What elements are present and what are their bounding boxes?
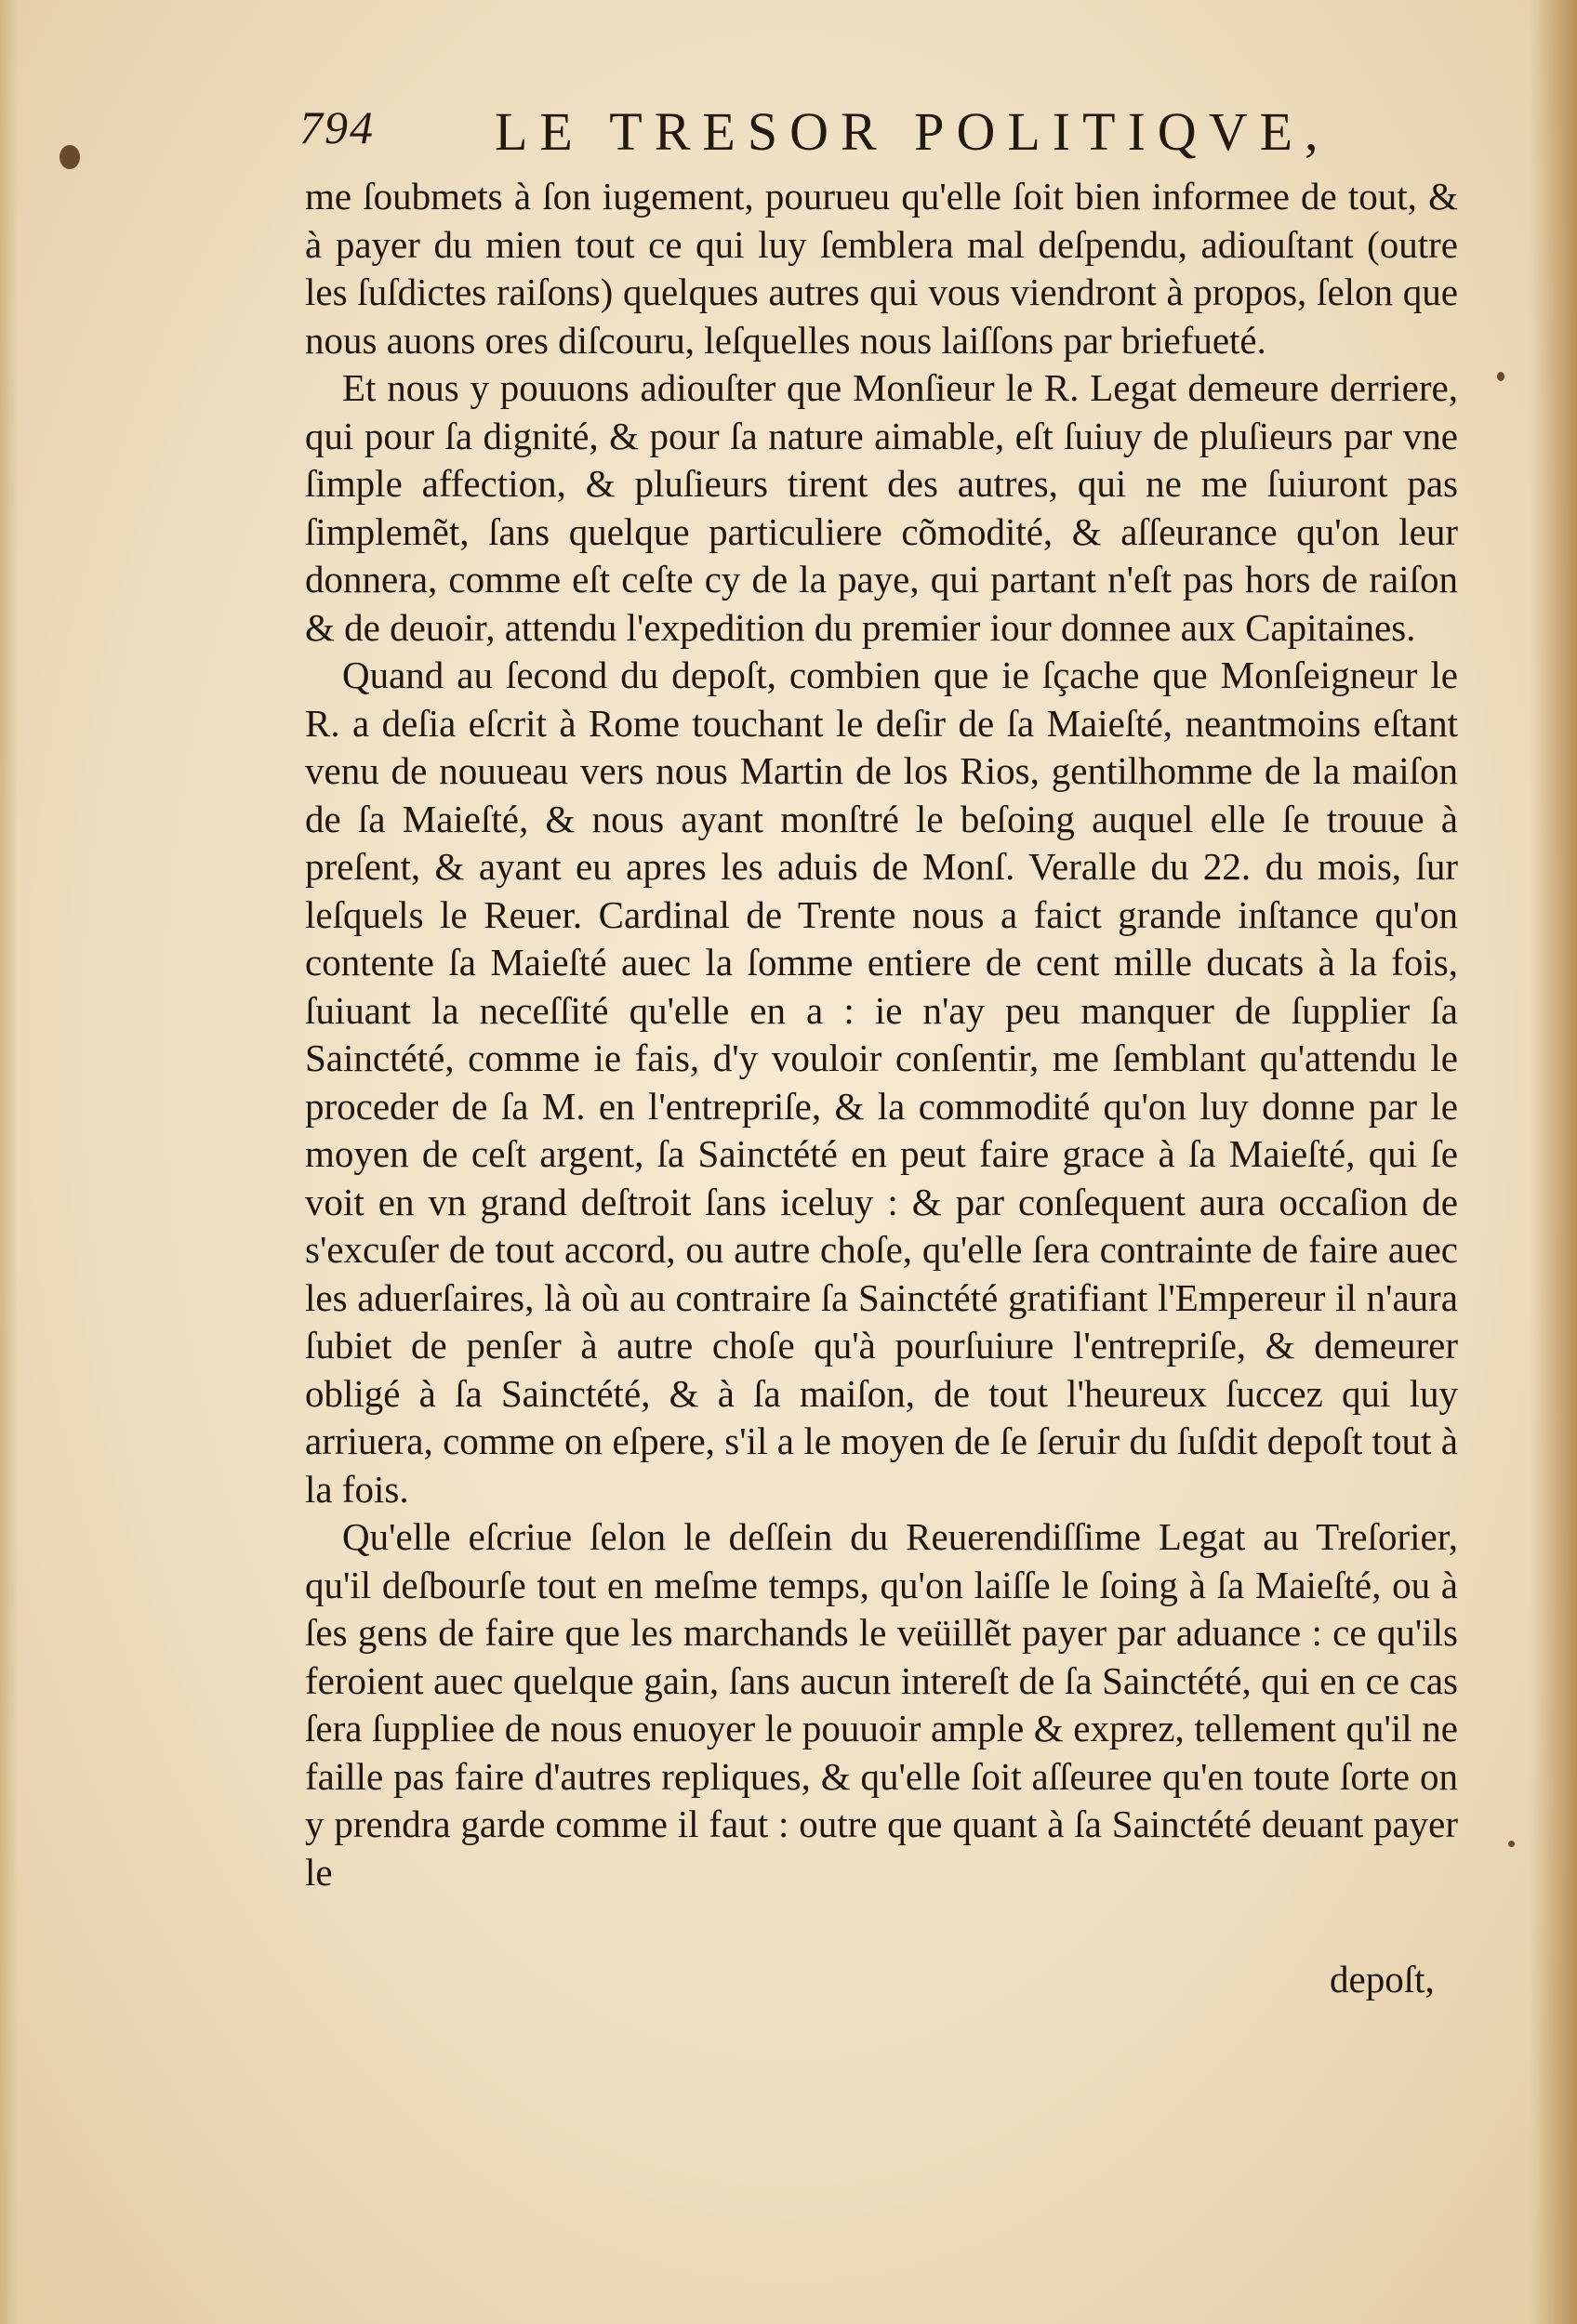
paragraph: Qu'elle eſcriue ſelon le deſſein du Reuerendiſſime Legat au Treſorier, qu'il deſbourſe tout en meſme temps, qu'on laiſſe le ſoing à ſa Maieſté, ou à ſes gens de faire que les marchands le veüillẽt payer par aduance : ce qu'ils feroient auec quelque gain, ſans aucun intereſt de ſa Sainctété, qui en ce cas ſera ſuppliee de nous enuoyer le pouuoir ample & exprez, tellement qu'il ne faille pas faire d'autres repliques, & qu'elle ſoit aſſeuree qu'en toute ſorte on y prendra garde comme il faut : outre que quant à ſa Sainctété deuant payer le bbox=[305, 1515, 1458, 1894]
page-header bbox=[299, 100, 1331, 165]
ink-spot bbox=[1508, 1841, 1515, 1847]
catchword: depoſt, bbox=[1330, 1958, 1435, 2000]
running-title: LE TRESOR POLITIQVE, bbox=[495, 101, 1331, 162]
page-right-edge-shadow bbox=[1531, 0, 1577, 2324]
ink-spot bbox=[60, 145, 80, 169]
body-text bbox=[305, 173, 1458, 1896]
paragraph: Et nous y pouuons adiouſter que Monſieur le R. Legat demeure derriere, qui pour ſa dignité, & pour ſa nature aimable, eſt ſuiuy de pluſieurs par vne ſimple affection, & pluſieurs tirent des autres, qui ne me ſuiuront pas ſimplemẽt, ſans quelque particuliere cõmodité, & aſſeurance qu'on leur donnera, comme eſt ceſte cy de la paye, qui partant n'eſt pas hors de raiſon & de deuoir, attendu l'expedition du premier iour donnee aux Capitaines. bbox=[305, 366, 1458, 649]
paragraph: me ſoubmets à ſon iugement, pourueu qu'elle ſoit bien informee de tout, & à payer du mien tout ce qui luy ſemblera mal deſpendu, adiouſtant (outre les ſuſdictes raiſons) quelques autres qui vous viendront à propos, ſelon que nous auons ores diſcouru, leſquelles nous laiſſons par briefueté. bbox=[305, 175, 1458, 362]
page-left-edge-shadow bbox=[0, 0, 19, 2324]
ink-spot bbox=[1497, 372, 1504, 381]
paragraph: Quand au ſecond du depoſt, combien que ie ſçache que Monſeigneur le R. a deſia eſcrit à Rome touchant le deſir de ſa Maieſté, neantmoins eſtant venu de nouueau vers nous Martin de los Rios, gentilhomme de la maiſon de ſa Maieſté, & nous ayant monſtré le beſoing auquel elle ſe trouue à preſent, & ayant eu apres les aduis de Monſ. Veralle du 22. du mois, ſur leſquels le Reuer. Cardinal de Trente nous a faict grande inſtance qu'on contente ſa Maieſté auec la ſomme entiere de cent mille ducats à la fois, ſuiuant la neceſſité qu'elle en a : ie n'ay peu manquer de ſupplier ſa Sainctété, comme ie fais, d'y vouloir conſentir, me ſemblant qu'attendu le proceder de ſa M. en l'entrepriſe, & la commodité qu'on luy donne par le moyen de ceſt argent, ſa Sainctété en peut faire grace à ſa Maieſté, qui ſe voit en vn grand deſtroit ſans iceluy : & par conſequent aura occaſion de s'excuſer de tout accord, ou autre choſe, qu'elle ſera contrainte de faire auec les aduerſaires, là où au contraire ſa Sainctété gratifiant l'Empereur il n'aura ſubiet de penſer à autre choſe qu'à pourſuiure l'entrepriſe, & demeurer obligé à ſa Sainctété, & à ſa maiſon, de tout l'heureux ſuccez qui luy arriuera, comme on eſpere, s'il a le moyen de ſe ſeruir du ſuſdit depoſt tout à la fois. bbox=[305, 654, 1458, 1511]
page-number: 794 bbox=[299, 101, 375, 153]
